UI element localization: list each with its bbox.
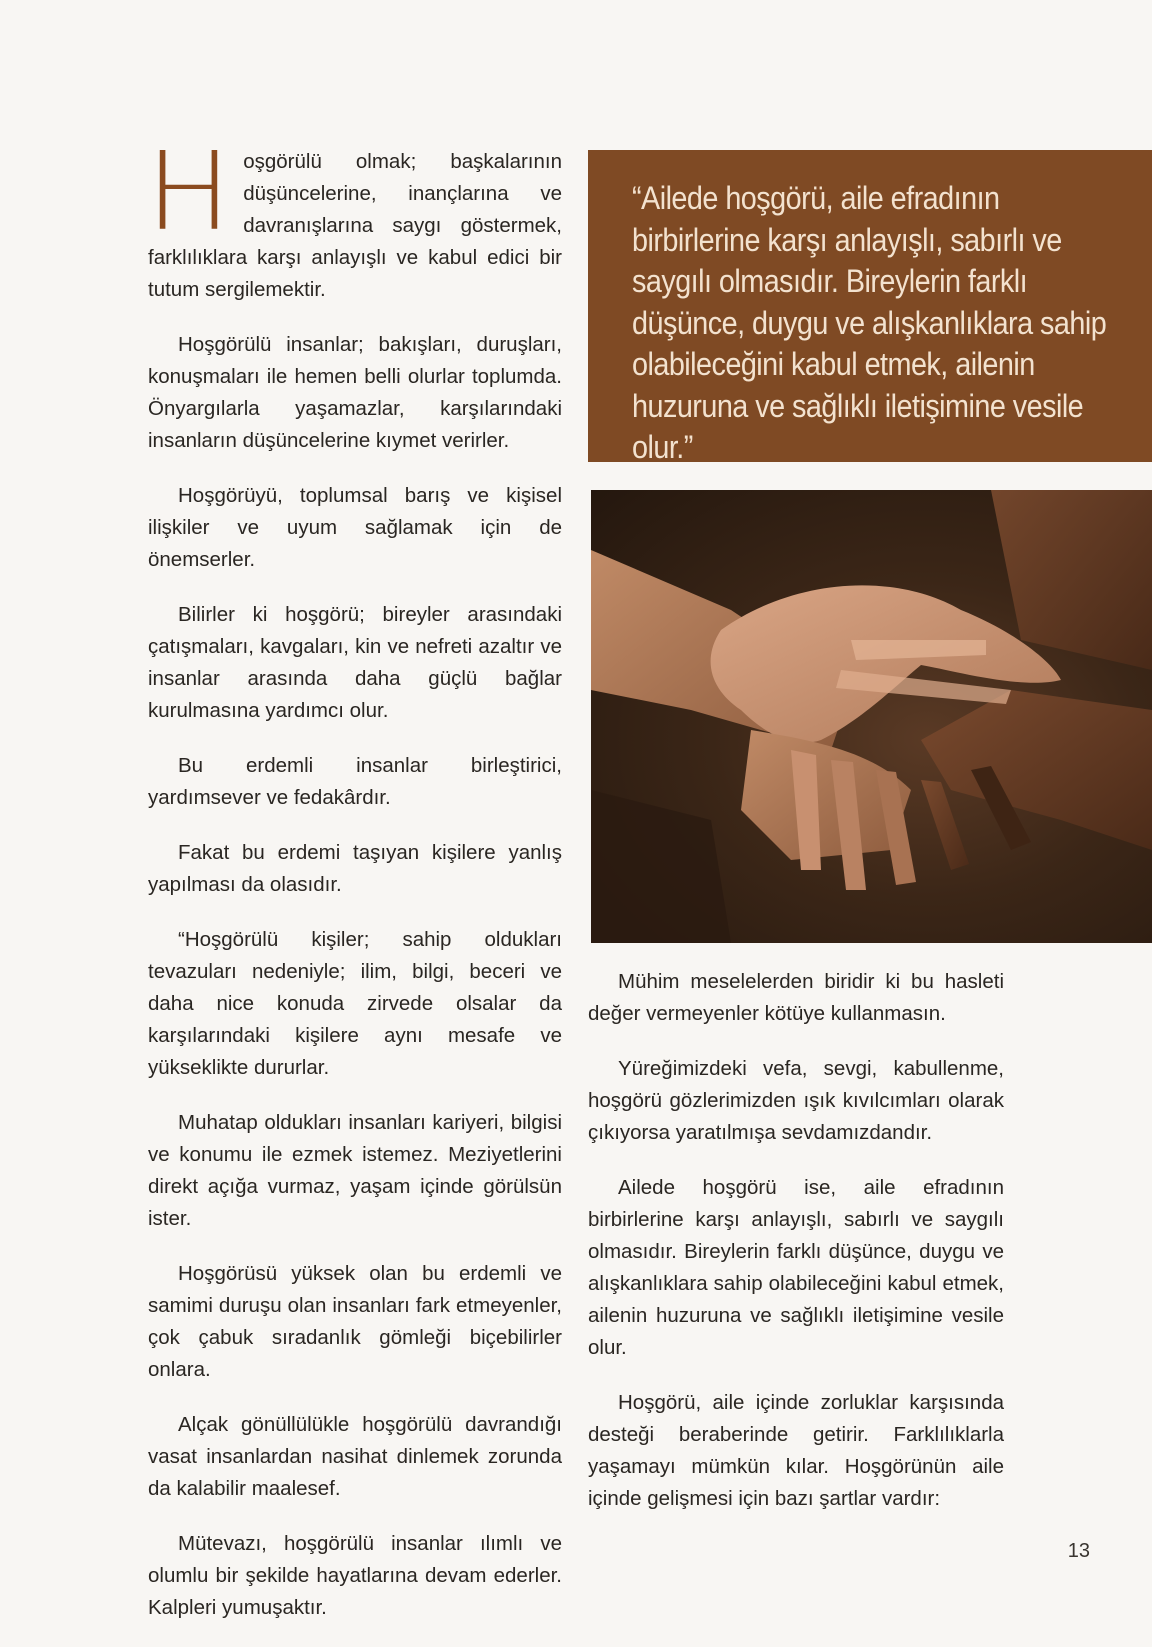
body-paragraph: Muhatap oldukları insanları kariyeri, bilgisi ve konumu ile ezmek istemez. Meziyetlerini direkt açığa vurmaz, yaşam içinde görülsün ister.	[148, 1111, 562, 1230]
body-paragraph: “Hoşgörülü kişiler; sahip oldukları tevazuları nedeniyle; ilim, bilgi, beceri ve daha nice konuda zirvede olsalar da karşılarındaki kişilere aynı mesafe ve yükseklikte dururlar.	[148, 928, 562, 1079]
drop-cap: H	[145, 130, 232, 255]
intro-text: oşgörülü olmak; başkalarının düşüncelerine, inançlarına ve davranışlarına saygı göstermek, farklılıklara karşı anlayışlı ve kabul edici bir tutum sergilemektir.	[148, 150, 562, 301]
right-column	[588, 966, 1004, 1538]
pull-quote-box	[588, 150, 1152, 465]
body-paragraph: Ailede hoşgörü ise, aile efradının birbirlerine karşı anlayışlı, sabırlı ve saygılı olmasıdır. Bireylerin farklı düşünce, duygu ve alışkanlıklara sahip olabileceğini kabul etmek, ailenin huzuruna ve sağlıklı iletişimine vesile olur.	[588, 1176, 1004, 1359]
intro-paragraph	[145, 130, 562, 306]
body-paragraph: Mühim meselelerden biridir ki bu hasleti değer vermeyenler kötüye kullanmasın.	[588, 970, 1004, 1025]
body-paragraph: Hoşgörü, aile içinde zorluklar karşısında desteği beraberinde getirir. Farklılıklarla yaşamayı mümkün kılar. Hoşgörünün aile içinde gelişmesi için bazı şartlar vardır:	[588, 1391, 1004, 1510]
body-paragraph: Hoşgörüsü yüksek olan bu erdemli ve samimi duruşu olan insanları fark etmeyenler, çok çabuk sıradanlık gömleği biçebilirler onlara.	[148, 1262, 562, 1381]
body-paragraph: Bilirler ki hoşgörü; bireyler arasındaki çatışmaları, kavgaları, kin ve nefreti azaltır ve insanlar arasında daha güçlü bağlar kurulmasına yardımcı olur.	[148, 603, 562, 722]
body-paragraph: Fakat bu erdemi taşıyan kişilere yanlış yapılması da olasıdır.	[148, 841, 562, 896]
body-paragraph: Bu erdemli insanlar birleştirici, yardımsever ve fedakârdır.	[148, 754, 562, 809]
body-paragraph: Mütevazı, hoşgörülü insanlar ılımlı ve olumlu bir şekilde hayatlarına devam ederler. Kalpleri yumuşaktır.	[148, 1532, 562, 1619]
page-number: 13	[1067, 1540, 1090, 1562]
body-paragraph: Hoşgörülü insanlar; bakışları, duruşları, konuşmaları ile hemen belli olurlar toplumda. Önyargılarla yaşamazlar, karşılarındaki insanların düşüncelerine kıymet verirler.	[148, 333, 562, 452]
body-paragraph: Alçak gönüllülükle hoşgörülü davrandığı vasat insanlardan nasihat dinlemek zorunda da kalabilir maalesef.	[148, 1413, 562, 1500]
hands-illustration	[591, 490, 1152, 943]
body-paragraph: Hoşgörüyü, toplumsal barış ve kişisel ilişkiler ve uyum sağlamak için de önemserler.	[148, 484, 562, 571]
left-column	[145, 130, 562, 1647]
stacked-hands-photo	[591, 490, 1152, 943]
pull-quote-text: “Ailede hoşgörü, aile efradının birbirlerine karşı anlayışlı, sabırlı ve saygılı olmasıdır. Bireylerin farklı düşünce, duygu ve alışkanlıklara sahip olabileceğini kabul etmek, ailenin huzuruna ve sağlıklı iletişimine vesile olur.”	[632, 180, 1107, 465]
body-paragraph: Yüreğimizdeki vefa, sevgi, kabullenme, hoşgörü gözlerimizden ışık kıvılcımları olarak çıkıyorsa yaratılmışa sevdamızdandır.	[588, 1057, 1004, 1144]
